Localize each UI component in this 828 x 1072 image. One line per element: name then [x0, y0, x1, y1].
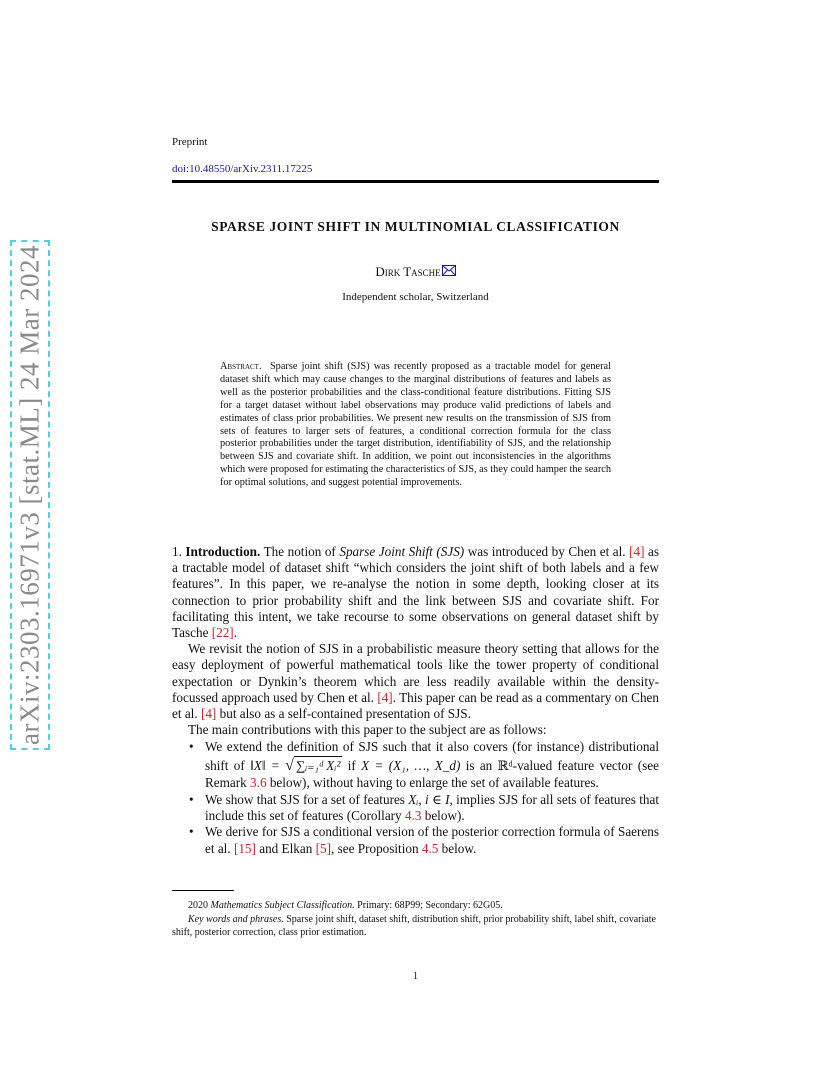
math: ∑ᵢ₌₁ᵈ Xᵢ²	[295, 757, 341, 773]
text: . This paper can be read as a commentary on Chen et al.	[172, 689, 659, 722]
text: if	[342, 757, 362, 773]
text: is an	[460, 757, 498, 773]
list-item: • We extend the definition of SJS such that it also covers (for instance) distributional shift of ‖X‖ = √ ∑ᵢ₌₁ᵈ Xᵢ² if X = (X₁, …, X_d) is an ℝᵈ-valued feature vector (see Remark 3.6 below), without having to enlarge the set of available features.	[205, 738, 659, 792]
introduction-section	[172, 544, 659, 857]
reference-link[interactable]: 3.6	[250, 775, 267, 791]
text: We derive for SJS a conditional version of the posterior correction formula of Saerens et al.	[205, 824, 659, 856]
citation-link[interactable]: [22]	[211, 625, 234, 641]
text: .	[233, 625, 237, 641]
intro-paragraph-3: The main contributions with this paper to the subject are as follows:	[188, 722, 547, 738]
arxiv-identifier: arXiv:2303.16971v3 [stat.ML] 24 Mar 2024	[14, 245, 45, 745]
citation-link[interactable]: [15]	[233, 840, 256, 856]
citation-link[interactable]: [5]	[315, 840, 332, 856]
author-name: Dirk Tasche	[375, 264, 441, 279]
text: , see Proposition	[331, 840, 422, 856]
text: below.	[438, 840, 477, 856]
math: X = (X₁, …, X_d)	[361, 757, 461, 773]
text: We extend the definition of SJS such that it also covers (for instance) distributional shift of	[205, 739, 659, 773]
section-number: 1.	[172, 544, 182, 559]
text: below).	[421, 808, 465, 824]
paper-title: SPARSE JOINT SHIFT IN MULTINOMIAL CLASSIFICATION	[211, 219, 620, 234]
text: We revisit the notion of SJS in a probabilistic measure theory setting that allows for the easy deployment of powerful mathematical tools like the tower property of conditional expectation or Dynkin’s theorem which are less readily available within the density-focussed approach used by Chen et al.	[172, 641, 659, 705]
mail-icon[interactable]	[442, 264, 456, 280]
list-item	[205, 792, 659, 824]
emphasis: Mathematics Subject Classification.	[210, 900, 355, 911]
contributions-list	[172, 738, 659, 856]
page-number: 1	[413, 971, 418, 982]
math: Xᵢ, i ∈ I	[408, 791, 450, 807]
text: and Elkan	[255, 840, 316, 856]
msc-footnote	[172, 899, 659, 913]
author-line	[172, 264, 659, 280]
text: Sparse joint shift, dataset shift, distribution shift, prior probability shift, label shift, covariate shift, posterior correction, class prior estimation.	[172, 913, 656, 938]
text: , implies SJS for all sets of features that include this set of features (Corollary	[205, 791, 659, 824]
list-item	[205, 824, 659, 856]
footnotes	[172, 899, 659, 940]
emphasis: Sparse Joint Shift (SJS)	[339, 544, 465, 559]
footnote-rule	[172, 890, 234, 891]
emphasis: Key words and phrases.	[188, 913, 284, 925]
keywords-footnote	[172, 913, 659, 940]
text: -valued feature vector (see Remark	[205, 757, 659, 791]
intro-paragraph-1	[172, 544, 659, 641]
citation-link[interactable]: [4]	[377, 689, 393, 705]
doi-link[interactable]: doi:10.48550/arXiv.2311.17225	[172, 163, 313, 175]
reference-link[interactable]: 4.3	[404, 808, 422, 824]
reference-link[interactable]: 4.5	[421, 840, 439, 856]
text: We show that SJS for a set of features	[205, 791, 409, 807]
affiliation: Independent scholar, Switzerland	[342, 291, 489, 303]
text: was introduced by Chen et al.	[464, 544, 630, 559]
math: ℝᵈ	[497, 757, 513, 773]
text: Primary: 68P99; Secondary: 62G05.	[354, 900, 503, 911]
section-heading: Introduction.	[185, 544, 261, 559]
math: ‖X‖ =	[250, 757, 286, 773]
text: 2020	[188, 900, 211, 911]
citation-link[interactable]: [4]	[200, 706, 217, 722]
citation-link[interactable]: [4]	[629, 544, 645, 559]
abstract-text: Sparse joint shift (SJS) was recently proposed as a tractable model for general dataset shift which may cause changes to the marginal distributions of features and labels as well as the posterior probabilities and the class-conditional feature distributions. Fitting SJS for a target dataset without label observations may produce valid predictions of labels and estimates of class prior probabilities. We present new results on the transmission of SJS from sets of features to larger sets of features, a conditional correction formula for the class posterior probabilities under the target distribution, identifiability of SJS, and the relationship between SJS and covariate shift. In addition, we point out inconsistencies in the algorithms which were proposed for estimating the characteristics of SJS, as they could hamper the search for optimal solutions, and suggest potential improvements.	[220, 361, 611, 489]
abstract-label: Abstract.	[220, 361, 262, 372]
text: as a tractable model of dataset shift “which considers the joint shift of both labels and a few features”. In this paper, we re-analyse the notion in some depth, looking closer at its connection to prior probability shift and the link between SJS and covariate shift. For facilitating this intent, we take recourse to some observations on general dataset shift by Tasche	[172, 544, 660, 641]
header-rule	[172, 180, 659, 183]
text: but also as a self-contained presentation of SJS.	[216, 706, 471, 722]
preprint-label: Preprint	[172, 136, 208, 148]
intro-paragraph-2	[172, 641, 659, 722]
text: The notion of	[263, 544, 340, 559]
text: below), without having to enlarge the set of available features.	[266, 775, 599, 791]
abstract	[220, 361, 611, 490]
